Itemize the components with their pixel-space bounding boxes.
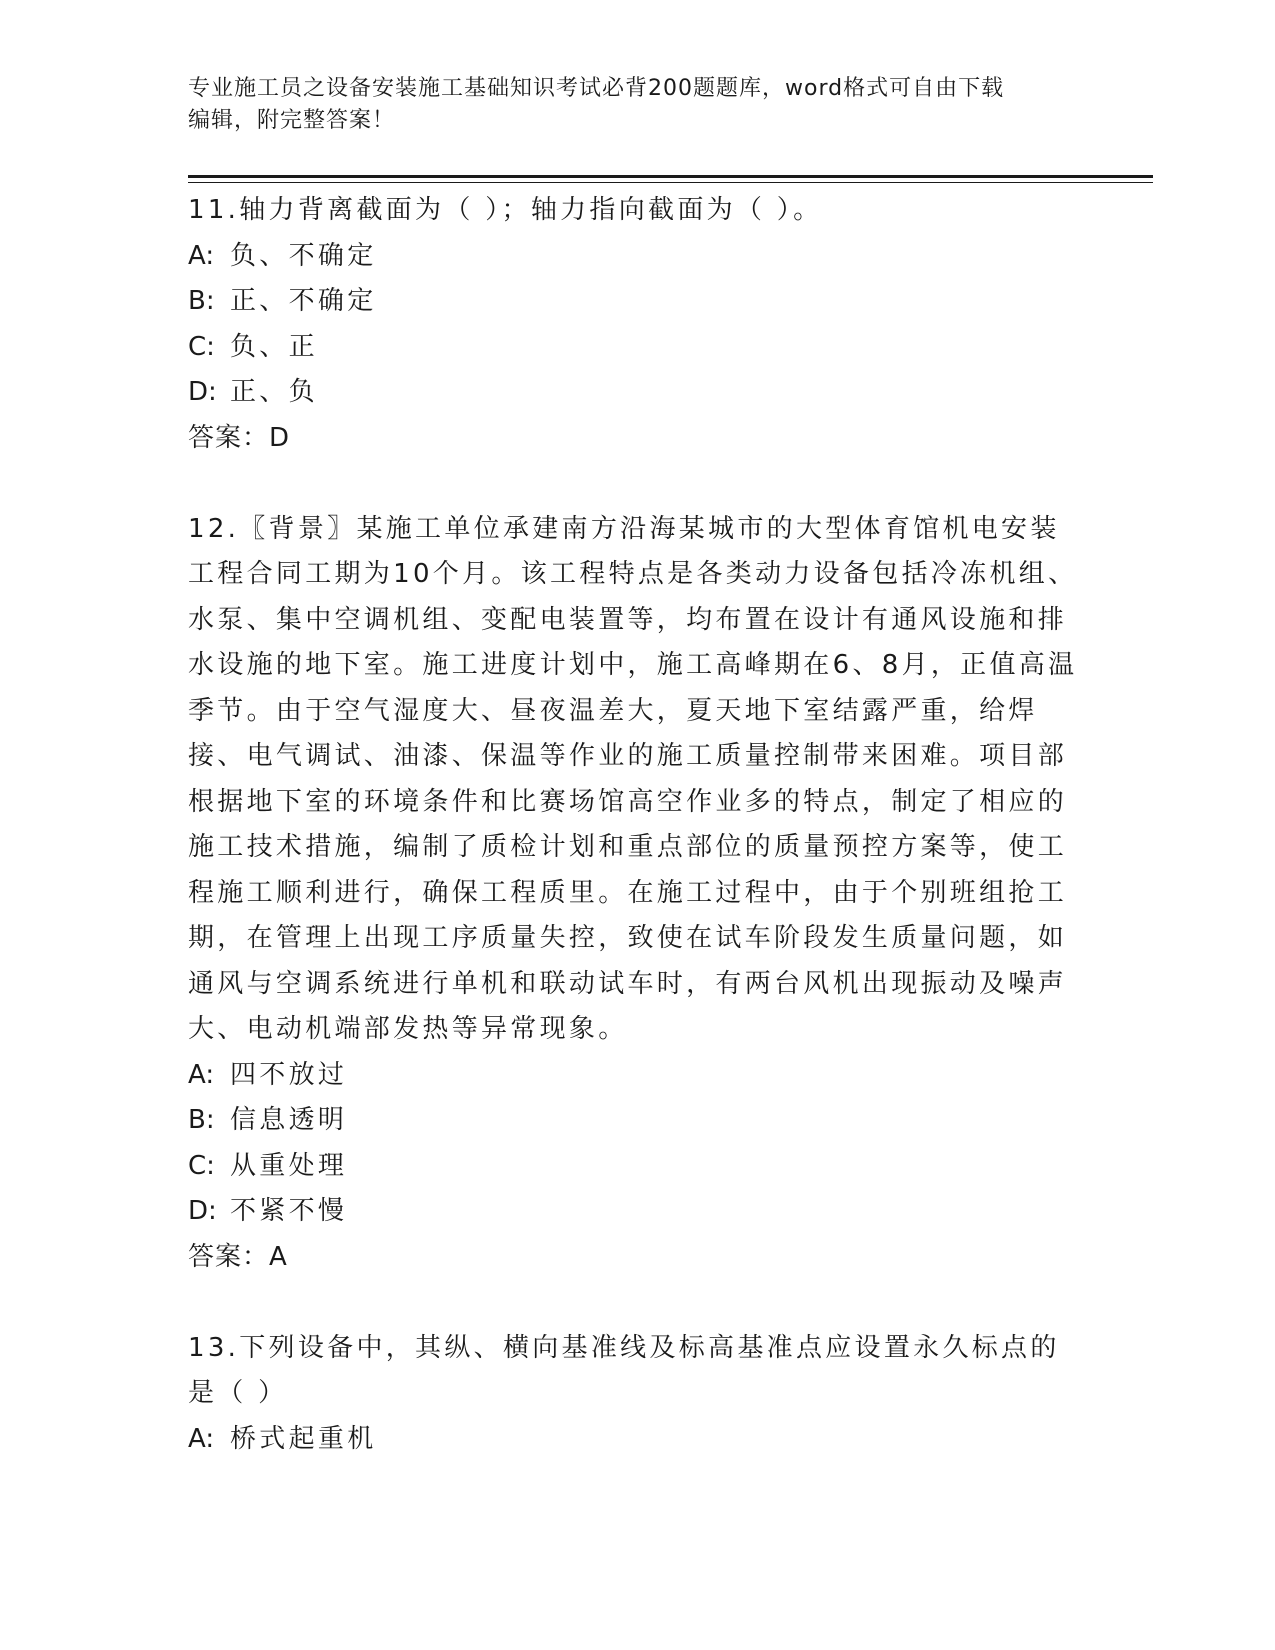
option-c bbox=[188, 1144, 1088, 1190]
header-rule-thick bbox=[188, 175, 1153, 178]
option-letter: A: bbox=[188, 240, 215, 271]
option-text: 负、正 bbox=[230, 331, 318, 362]
option-letter: C: bbox=[188, 1150, 215, 1181]
option-c bbox=[188, 325, 1088, 371]
option-text: 负、不确定 bbox=[230, 240, 377, 271]
option-a bbox=[188, 1417, 1088, 1463]
option-text: 正、负 bbox=[230, 377, 318, 407]
question-text: 13.下列设备中，其纵、横向基准线及标高基准点应设置永久标点的是（ ） bbox=[188, 1332, 1060, 1408]
option-b bbox=[188, 1098, 1088, 1144]
header-line-2: 编辑，附完整答案！ bbox=[188, 108, 396, 133]
page-header bbox=[188, 73, 1088, 137]
option-letter: D: bbox=[188, 1196, 217, 1226]
question-text: 11.轴力背离截面为（ ）；轴力指向截面为（ ）。 bbox=[188, 195, 823, 225]
option-a bbox=[188, 1053, 1088, 1099]
question-list bbox=[188, 188, 1088, 1462]
question-text: 12.〖背景〗某施工单位承建南方沿海某城市的大型体育馆机电安装工程合同工期为10个月。该工程特点是各类动力设备包括冷冻机组、水泵、集中空调机组、变配电装置等，均布置在设计有通风设施和排水设施的地下室。施工进度计划中，施工高峰期在6、8月，正值高温季节。由于空气湿度大、昼夜温差大，夏天地下室结露严重，给焊接、电气调试、油漆、保温等作业的施工质量控制带来困难。项目部根据地下室的环境条件和比赛场馆高空作业多的特点，制定了相应的施工技术措施，编制了质检计划和重点部位的质量预控方案等，使工程施工顺利进行，确保工程质里。在施工过程中，由于个别班组抢工期，在管理上出现工序质量失控，致使在试车阶段发生质量问题，如通风与空调系统进行单机和联动试车时，有两台风机出现振动及噪声大、电动机端部发热等异常现象。 bbox=[188, 513, 1078, 1044]
option-text: 不紧不慢 bbox=[230, 1196, 348, 1226]
question-spacer bbox=[188, 1280, 1088, 1326]
option-b bbox=[188, 279, 1088, 325]
option-text: 正、不确定 bbox=[230, 286, 377, 316]
option-d bbox=[188, 1189, 1088, 1235]
option-text: 信息透明 bbox=[230, 1105, 348, 1135]
question-13 bbox=[188, 1326, 1088, 1463]
question-spacer bbox=[188, 461, 1088, 507]
option-letter: D: bbox=[188, 377, 217, 407]
option-letter: C: bbox=[188, 331, 215, 362]
option-text: 桥式起重机 bbox=[230, 1423, 377, 1454]
answer-line: 答案：D bbox=[188, 422, 291, 453]
question-11 bbox=[188, 188, 1088, 461]
option-a bbox=[188, 234, 1088, 280]
option-letter: B: bbox=[188, 286, 215, 316]
option-text: 从重处理 bbox=[230, 1150, 348, 1181]
question-12 bbox=[188, 507, 1088, 1281]
header-rule-thin bbox=[188, 182, 1153, 183]
option-d bbox=[188, 370, 1088, 416]
header-line-1: 专业施工员之设备安装施工基础知识考试必背200题题库，word格式可自由下载 bbox=[188, 76, 1005, 101]
option-letter: A: bbox=[188, 1059, 215, 1090]
option-letter: A: bbox=[188, 1423, 215, 1454]
answer-line: 答案：A bbox=[188, 1241, 288, 1272]
option-text: 四不放过 bbox=[230, 1059, 348, 1090]
option-letter: B: bbox=[188, 1105, 215, 1135]
